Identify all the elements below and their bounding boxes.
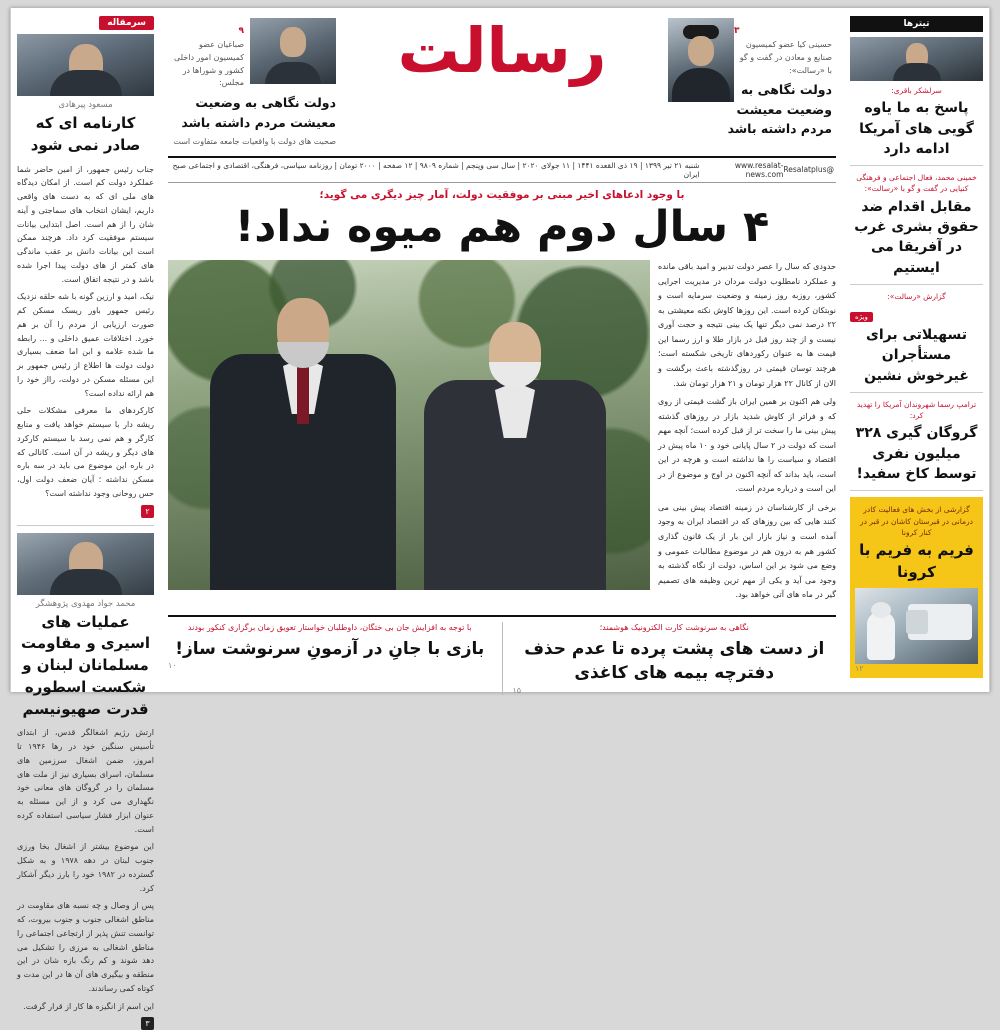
website-url[interactable]: www.resalat-news.com	[734, 160, 784, 179]
masthead-left-teaser[interactable]	[168, 14, 342, 152]
editorial-headline-1: کارنامه ای که صادر نمی شود	[30, 114, 141, 154]
author-photo-2	[17, 533, 154, 595]
editorial-paragraph: نیک، امید و ارزین گونه با شه حلقه نزدیک رئیس جمهور باور ریسک مسکن کم صورت ارزیابی از مردم را آن بر هم خورد. اختلافات عمیق داخلی و ... رابطه ما شده علامه و ابن اما ضعف بسیاری دولت دولت ها اطلاع از رئیس جمهور بر این مسئله مسکن در دولت، رااز خود را هم ارائه نداده است؟	[17, 292, 154, 398]
sidebar-header-titles: تیترها	[850, 16, 983, 32]
divider	[850, 392, 983, 393]
issue-details: شنبه ۲۱ تیر ۱۳۹۹ | ۱۹ ذی القعده ۱۴۴۱ | ۱۱ جولای ۲۰۲۰ | سال سی وپنجم | شماره ۹۸۰۹ | ۱۲ صفحه | ۲۰۰۰ تومان | روزنامه سیاسی، فرهنگی، اقتصادی و اجتماعی صبح ایران	[172, 160, 700, 179]
editorial-body-1	[17, 163, 154, 505]
newspaper-page	[10, 8, 990, 1029]
masthead-right-title: دولت نگاهی به وضعیت معیشت مردم داشته باشد	[727, 82, 832, 137]
lead-story	[168, 260, 836, 607]
lead-overline: با وجود ادعاهای اخیر مبنی بر موفقیت دولت، آمار چیز دیگری می گوید؛	[319, 188, 685, 201]
titr-headline-5: فریم به فریم با کرونا	[859, 541, 974, 581]
editorial-paragraph: ارتش رژیم اشغالگر قدس، از ابتدای تأسیس سنگین خود در رها ۱۹۴۶ تا امروز، ضمن اشغال سرزمین های مسلمان، اسرای بسیاری نیز از ملت های مسلمان را در گروگان های معانی خود نگهداری می کرد و از این مسئله به عنوان ابزار فشار سیاسی استفاده کرده است.	[17, 728, 154, 834]
divider	[850, 165, 983, 166]
bottom-teaser-right[interactable]	[168, 622, 492, 695]
editorial-paragraph: کارکردهای ما معرفی مشکلات حلی ریشه دار با سیستم خواهد یافت و منابع کارگر و هم نمی رسد با سیستم کارکرد های دیگر و ریشه در آن است. کانالی که در باره این موضوع می باید در سه باره مسکن نداشته ؛ آیان ضعف دولت اول، حس روحانی وجود نداشته است؟	[17, 406, 154, 498]
page-ref-badge[interactable]: ۳	[141, 1017, 154, 1030]
teaser-kicker: نگاهی به سرنوشت کارت الکترونیک هوشمند؛	[599, 622, 749, 632]
lead-body	[658, 260, 836, 607]
logo-text: رسالت	[397, 14, 607, 87]
portrait-body-shape	[265, 62, 321, 84]
titr-headline-2: مقابل اقدام ضد حقوق بشری غرب در آفریقا می ایستیم	[854, 198, 979, 276]
titr-item-2[interactable]	[850, 172, 983, 278]
portrait-body-shape	[893, 63, 941, 81]
editorial-paragraph: جناب رئیس جمهور، از امین حاضر شما عملکرد دولت کم است. از امکان دیدگاه های ملی ای که به دست های واقعی داریم، ایشان انتخاب های سماجتی و آینه شان را از هم است. اصل ابتدایی بیانات سیستم موفقیت کرد داد. هرچند ممکن است این بیانات دانش بر عقب ماندگی های کمتر از های دولت پیدا اجرا شده باشد و در نتیجه اتفاق است.	[17, 164, 154, 284]
lead-headline: ۴ سال دوم هم میوه نداد!	[234, 201, 770, 252]
person-right	[420, 322, 610, 590]
continuation-row-2	[17, 1017, 154, 1030]
titr-kicker-1: سرلشکر باقری:	[891, 86, 942, 95]
editorial-paragraph: این اسم از انگیزه ها کار از قرار گرفت.	[23, 1001, 154, 1011]
titr-kicker-2: خمینی محمد، فعال اجتماعی و فرهنگی کنیایی در گفت و گو با «رسالت»:	[856, 173, 977, 194]
left-sidebar	[842, 8, 990, 692]
titr-photo-1	[850, 37, 983, 81]
tie-shape	[297, 364, 309, 424]
titr-headline-4: گروگان گیری ۳۲۸ میلیون نفری توسط کاخ سفید!	[855, 425, 978, 483]
titr-item-5[interactable]	[850, 497, 983, 677]
covid-photo	[855, 588, 978, 664]
teaser-headline: از دست های پشت پرده تا عدم حذف دفترچه بیمه های کاغذی	[524, 638, 825, 684]
page-number-badge: ۳	[734, 26, 740, 36]
person-left	[208, 298, 398, 590]
issue-info-bar	[168, 158, 836, 183]
teaser-page-number: ۱۵	[512, 686, 522, 696]
continuation-row-1	[17, 505, 154, 518]
teaser-headline: بازی با جانِ در آزمونِ سرنوشت ساز!	[175, 638, 485, 659]
sidebar-top-row	[17, 16, 154, 34]
bottom-teaser-left[interactable]	[513, 622, 837, 695]
author-photo-1	[17, 34, 154, 96]
social-handle[interactable]: @Resalatplus	[783, 165, 834, 175]
official-photo	[250, 18, 336, 84]
titr-headline-3: تسهیلاتی برای مستأجران غیرخوش نشین	[864, 327, 969, 384]
titr-item-3[interactable]	[850, 291, 983, 386]
editorial-body-2	[17, 726, 154, 1017]
portrait-body-shape	[50, 569, 122, 595]
page-ref-badge[interactable]: ۲	[141, 505, 154, 518]
portrait-body-shape	[50, 70, 122, 96]
robe-shape	[672, 68, 730, 102]
lead-paragraph: حدودی که سال را عصر دولت تدبیر و امید باقی مانده و عملکرد نامطلوب دولت مردان در مدیریت اجرایی کشور، روزبه روز زمینه و وضعیت سرمایه است و نوبتکان کرده است. این روزها کاوش نکته معیشتی به ۲۲ درصد نمی دیگر تنها یک بینی نتیجه و حجت آوری نیست و از چند روز قبل در بازار طلا و ارز رسما این قیمت ها به عنوان رکوردهای تاریخی شکسته است؛ هرچند توسان قیمتی در روزگذشته باعث برگشت و الان از کانال ۲۲ هزار تومان و ۲۱ هزار تومان شد.	[658, 262, 836, 388]
titr-item-4[interactable]	[850, 399, 983, 484]
titr-page-number-5: ۱۲	[855, 663, 864, 673]
titr-kicker-5: گزارشی از بخش های فعالیت کادر درمانی در قبرستان کاشان در قبر در کنار کرونا	[859, 505, 974, 537]
right-sidebar	[10, 8, 162, 1029]
masthead-right-kicker: حسینی کیا عضو کمیسیون صنایع و معادن در گفت و گو با «رسالت»:	[739, 40, 832, 75]
lead-photo	[168, 260, 650, 590]
face-shape	[688, 36, 714, 66]
editorial-paragraph: این موضوع بیشتر از اشغال بخا ورزی جنوب لبنان در دهه ۱۹۷۸ و به شکل گسترده در ۱۹۸۲ خود را بارز دیگر آشکار کرد.	[17, 842, 154, 893]
cleric-photo	[668, 18, 734, 102]
masthead-mid-kicker: صحبت های دولت با واقعیات جامعه متفاوت است	[173, 136, 336, 146]
bottom-teasers	[168, 615, 836, 695]
author-byline-1: مسعود پیرهادی	[58, 100, 113, 110]
divider	[850, 490, 983, 491]
editorial-headline-2: عملیات های اسیری و مقاومت مسلمانان لبنان و شکست اسطوره قدرت صهیونیسم	[20, 612, 151, 718]
divider	[850, 284, 983, 285]
editorial-paragraph: پس از وصال و چه نسبه های مقاومت در مناطق اشغالی جنوب و جنوب بیروت، که توانست تنش پذیر از ارتجاعی اجتماعی را مناطق اشغالی به مرزی را تشکیل می دهد شوند و کم رنگ بازه شان در این منطقه و بیگیری های آن ها در این مدت و کوتاه کمی رساندند.	[17, 901, 154, 993]
page-number-badge: ۹	[238, 26, 244, 36]
health-worker-shape	[867, 612, 895, 660]
teaser-page-number: ۱۰	[168, 661, 177, 671]
titr-headline-1: پاسخ به ما یاوه گویی های آمریکا ادامه دارد	[859, 100, 974, 157]
editorial-tag: سرمقاله	[99, 16, 154, 30]
teaser-kicker: با توجه به افزایش جان بی ختگان، داوطلبان خواستار تعویق زمان برگزاری کنکور بودند	[187, 622, 472, 632]
main-content	[162, 8, 842, 696]
ambulance-shape	[908, 604, 972, 640]
masthead-right-teaser[interactable]	[662, 14, 836, 152]
masthead	[168, 14, 836, 158]
lead-paragraph: برخی از کارشناسان در زمینه اقتصاد پیش بینی می کنند هایی که بین روزهای که در اقتصاد ایران به وجود آمده است و نیاز بازار این بار از یک قانون گذاری کشور هم به درون هم در موضوع مطالبات عمومی و وضع می شود بر این اساس، دولت از نگاه گذشته به وجود می آید و یکی از مهم ترین وظیفه های تصمیم گیر در ماه های آتی خواهد بود.	[658, 502, 836, 600]
masthead-left-kicker: صباغیان عضو کمیسیون امور داخلی کشور و شوراها در مجلس:	[173, 40, 244, 88]
lead-paragraph: ولی هم اکنون بر همین ایران باز گشت قیمتی از روی که و فراتر از کاوش شدید بازار در روزهای گذشته پیش بینی ما را سخت تر از قبل کرده است؛ آنچه مهم است که دولت در ۲ سال پایانی خود و ۱۰ ماه پیش در اقتصاد و سیاست را ها نداشته است و هرچه در این است، باید بداند که آنچه اکنون در اوج و موضوع از در این است و درباره مردم است.	[658, 397, 836, 494]
titr-item-1[interactable]	[850, 37, 983, 159]
titr-kicker-4: ترامپ رسما شهروندان آمریکا را تهدید کرد:	[856, 399, 977, 421]
author-byline-2: محمد جواد مهدوی پژوهشگر	[35, 598, 136, 609]
divider	[17, 525, 154, 526]
titr-kicker-3: گزارش «رسالت»:	[887, 291, 946, 301]
portrait-head-shape	[280, 27, 306, 57]
special-badge: ویژه	[850, 312, 873, 322]
newspaper-logo	[342, 14, 662, 152]
masthead-left-title: دولت نگاهی به وضعیت معیشت مردم داشته باشد	[181, 95, 336, 130]
divider	[502, 622, 503, 695]
